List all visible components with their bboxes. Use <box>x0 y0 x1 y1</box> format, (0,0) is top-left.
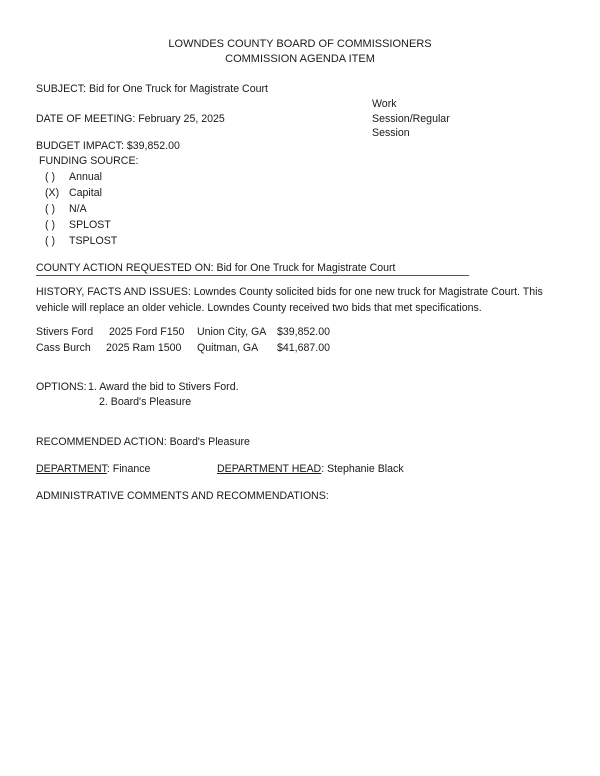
meeting-date: DATE OF MEETING: February 25, 2025 <box>36 113 225 125</box>
bid-2-location: Quitman, GA <box>197 342 259 354</box>
budget-impact: BUDGET IMPACT: $39,852.00 <box>36 140 180 152</box>
bid-1-vehicle: 2025 Ford F150 <box>109 326 185 338</box>
subject: SUBJECT: Bid for One Truck for Magistrate Court <box>36 83 268 95</box>
session-line-3: Session <box>372 127 410 139</box>
option-item-2: 2. Board's Pleasure <box>99 396 192 408</box>
header-line-2: COMMISSION AGENDA ITEM <box>225 53 375 65</box>
recommended-action: RECOMMENDED ACTION: Board's Pleasure <box>36 436 250 448</box>
department-head-value: : Stephanie Black <box>321 463 404 475</box>
session-line-1: Work <box>372 98 397 110</box>
funding-option-splost: SPLOST <box>69 219 111 231</box>
department-head-label: DEPARTMENT HEAD <box>217 463 322 475</box>
divider-line <box>36 275 469 276</box>
bid-1-vendor: Stivers Ford <box>36 326 94 338</box>
funding-source-label: FUNDING SOURCE: <box>39 155 139 167</box>
department-head <box>217 463 404 476</box>
action-requested: COUNTY ACTION REQUESTED ON: Bid for One Truck for Magistrate Court <box>36 262 396 274</box>
funding-option-tsplost-mark: ( ) <box>45 235 55 247</box>
department <box>36 463 150 476</box>
funding-option-tsplost: TSPLOST <box>69 235 118 247</box>
session-line-2: Session/Regular <box>372 113 450 125</box>
department-label: DEPARTMENT <box>36 463 107 475</box>
funding-option-na-mark: ( ) <box>45 203 55 215</box>
bid-2-vehicle: 2025 Ram 1500 <box>106 342 182 354</box>
header-line-1: LOWNDES COUNTY BOARD OF COMMISSIONERS <box>168 38 432 50</box>
bid-2-amount: $41,687.00 <box>277 342 331 354</box>
bid-1-amount: $39,852.00 <box>277 326 331 338</box>
bid-1-location: Union City, GA <box>197 326 267 338</box>
funding-option-splost-mark: ( ) <box>45 219 55 231</box>
department-value: : Finance <box>106 463 151 475</box>
administrative-comments: ADMINISTRATIVE COMMENTS AND RECOMMENDATIONS: <box>36 490 329 502</box>
funding-option-na: N/A <box>69 203 87 215</box>
funding-option-capital-mark: (X) <box>45 187 60 199</box>
history-facts-issues: HISTORY, FACTS AND ISSUES: Lowndes County solicited bids for one new truck for Magistrate Court. This vehicle will replace an older vehicle. Lowndes County received two bids that met specifications. <box>36 286 543 314</box>
funding-option-annual-mark: ( ) <box>45 171 55 183</box>
funding-option-annual: Annual <box>69 171 102 183</box>
option-item-1: 1. Award the bid to Stivers Ford. <box>88 381 239 393</box>
options-label: OPTIONS: <box>36 381 87 393</box>
bid-2-vendor: Cass Burch <box>36 342 91 354</box>
funding-option-capital: Capital <box>69 187 102 199</box>
